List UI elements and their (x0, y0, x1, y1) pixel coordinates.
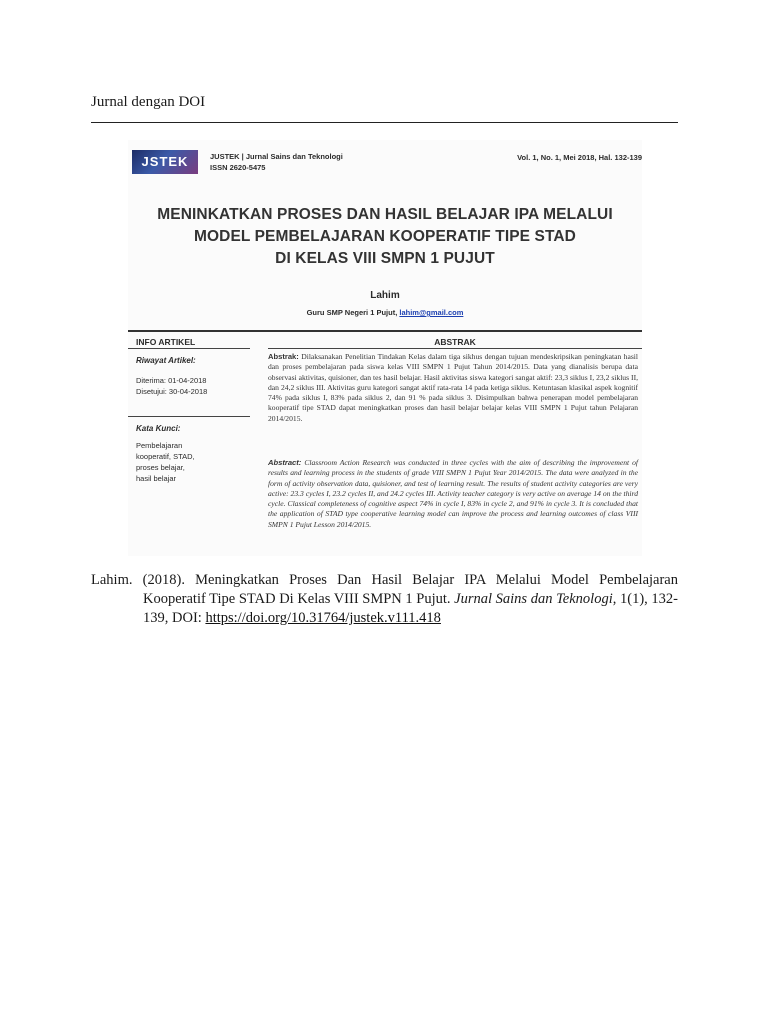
abstract-english (268, 458, 638, 530)
section-divider (128, 330, 642, 332)
journal-name: JUSTEK | Jurnal Sains dan Teknologi (210, 152, 343, 161)
author-affiliation (128, 308, 642, 317)
author-email-link[interactable]: lahim@gmail.com (399, 308, 464, 317)
article-author: Lahim (370, 290, 400, 301)
volume-info: Vol. 1, No. 1, Mei 2018, Hal. 132-139 (517, 153, 642, 162)
abstract-en-text: Classroom Action Research was conducted in three cycles with the aim of describing the improvement of results and learning process in the students of grade VIII SMPN 1 Pujut Year 2014/2015. The data were analyzed in the form of activity observation data, quisioner, and test of learning result. The results of student activity categories are very active: 23.3 cycles I, 23.2 cycles II, and 24.2 cycles III. Activity teacher category is very active on average 14 on the third cycle. Classical completeness of cognitive aspect 74% in cycle I, 83% in cycle 2, and 91% in cycle 3. It is concluded that the application of STAD type cooperative learning model can improve the process and learning outcomes of class VIII SMPN 1 Pujut Lesson 2014/2015. (268, 458, 639, 529)
keyword-3: proses belajar, (136, 463, 185, 472)
info-divider (128, 348, 250, 349)
article-title-line-2: MODEL PEMBELAJARAN KOOPERATIF TIPE STAD (194, 228, 576, 245)
history-label: Riwayat Artikel: (136, 356, 196, 365)
journal-issn: ISSN 2620-5475 (210, 163, 266, 172)
affiliation-text: Guru SMP Negeri 1 Pujut, (306, 308, 400, 317)
info-artikel-header: INFO ARTIKEL (136, 337, 196, 347)
abstract-en-label: Abstract: (268, 458, 302, 467)
article-screenshot (128, 140, 642, 556)
citation-journal: Jurnal Sains dan Teknologi (454, 591, 613, 607)
abstract-id-label: Abstrak: (268, 352, 299, 361)
abstract-divider (268, 348, 642, 349)
journal-logo: JSTEK (132, 150, 198, 174)
keywords-label: Kata Kunci: (136, 424, 181, 433)
heading-divider (91, 122, 678, 123)
article-title-line-1: MENINKATKAN PROSES DAN HASIL BELAJAR IPA MELALUI (157, 206, 613, 223)
reference-citation (91, 571, 678, 628)
citation-text: Lahim. (2018). Meningkatkan Proses Dan Hasil Belajar IPA Melalui Model Pembelajaran Kooperatif Tipe STAD Di Kelas VIII SMPN 1 Pujut. (91, 572, 678, 607)
abstract-indonesian (268, 352, 638, 424)
info-divider-2 (128, 416, 250, 417)
history-accepted: Disetujui: 30-04-2018 (136, 387, 208, 396)
abstract-id-text: Dilaksanakan Penelitian Tindakan Kelas dalam tiga sikhus dengan tujuan mendeskripsikan peningkatan hasil dan proses pembelajaran pada siswa kelas VIII SMPN 1 Pujut Tahun 2014/2015. Data yang dianalisis berupa data observasi aktivitas, quisioner, dan tes hasil belajar. Hasil aktivitas siswa kategori sangat aktif: 23,3 siklus I, 23,2 siklus II, dan 24,2 siklus III. Aktivitas guru kategori sangat aktif rata-rata 14 pada ketiga siklus. Ketuntasan klasikal aspek kognitif 74% pada siklus I, 83% pada siklus 2, dan 91 % pada siklus 3. Disimpulkan bahwa penerapan model pembelajaran kooperatif tipe STAD dapat meningkatkan proses dan hasil belajar belajar kelas VIII SMPN 1 Pujut tahun Pelajaran 2014/2015. (268, 352, 638, 423)
keyword-2: kooperatif, STAD, (136, 452, 195, 461)
keyword-1: Pembelajaran (136, 441, 183, 450)
history-received: Diterima: 01-04-2018 (136, 376, 207, 385)
abstrak-header: ABSTRAK (434, 337, 476, 347)
doi-link[interactable]: https://doi.org/10.31764/justek.v111.418 (205, 610, 441, 626)
keyword-4: hasil belajar (136, 474, 177, 483)
article-title-line-3: DI KELAS VIII SMPN 1 PUJUT (275, 250, 495, 267)
page-heading: Jurnal dengan DOI (91, 94, 206, 110)
citation-issue: , 1(1), 132-139, DOI: (143, 591, 678, 626)
